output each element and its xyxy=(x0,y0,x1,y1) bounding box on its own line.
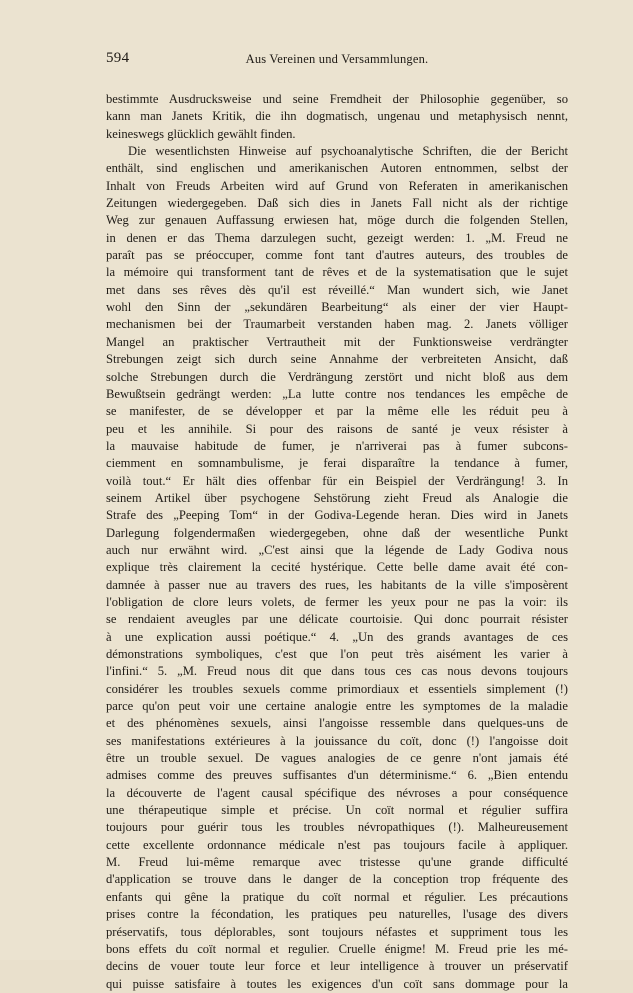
text-line: bons effets du coït normal et regulier. Cruelle énigme! M. Freud prie les mé- xyxy=(106,941,568,956)
text-line: à une explication aussi poétique.“ 4. „Un des grands avantages de ces xyxy=(106,629,568,644)
text-line: toujours pour guérir tous les troubles névropathiques (!). Malheureusement xyxy=(106,820,568,835)
text-line: mechanismen bei der Traumarbeit verstanden haben mag. 2. Janets völliger xyxy=(106,317,568,332)
page-header xyxy=(106,50,568,72)
text-line: la découverte de l'agent causal spécifique des névroses a pour conséquence xyxy=(106,785,568,800)
text-line: seinem Artikel über psychogene Sehstörung zieht Freud als Analogie die xyxy=(106,490,568,505)
text-line: Strebungen zeigt sich durch seine Annahme der verbreiteten Ansicht, daß xyxy=(106,352,568,367)
text-line: une thérapeutique simple et précise. Un coït normal et régulier suffira xyxy=(106,803,568,818)
text-line: Darlegung folgendermaßen wiedergegeben, ohne daß der wesentliche Punkt xyxy=(106,525,568,540)
text-line: met dans ses rêves dès qu'il est réveillé.“ Man wundert sich, wie Janet xyxy=(106,282,568,297)
text-line: parce qu'on peut voir une certaine analogie entre les symptomes de la maladie xyxy=(106,699,568,714)
text-line: voilà tout.“ Er hält dies offenbar für ein Beispiel der Verdrängung! 3. In xyxy=(106,473,568,488)
text-line: bestimmte Ausdrucksweise und seine Fremdheit der Philosophie gegenüber, so xyxy=(106,92,568,106)
text-line: Inhalt von Freuds Arbeiten wird auf Grund von Referaten in amerikanischen xyxy=(106,178,568,193)
text-line: se manifester, de se développer et par la même elle les réduit peu à xyxy=(106,404,568,419)
text-line: admises comme des preuves suffisantes d'un déterminisme.“ 6. „Bien entendu xyxy=(106,768,568,783)
text-line: solche Strebungen durch die Verdrängung zerstört und nicht bloß aus dem xyxy=(106,369,568,384)
text-line: Bewußtsein gedrängt werden: „La lutte contre nos tendances les empêche de xyxy=(106,386,568,401)
text-line: préservatifs, tous déplorables, sont toujours néfastes et suppriment tous les xyxy=(106,924,568,939)
text-line: in denen er das Thema darzulegen sucht, gezeigt werden: 1. „M. Freud ne xyxy=(106,230,568,245)
text-line: qui puisse satisfaire à toutes les exigences d'un coït sans dommage pour la xyxy=(106,976,568,991)
text-line: auch nur erwähnt wird. „C'est ainsi que la légende de Lady Godiva nous xyxy=(106,542,568,557)
text-line: considérer les troubles sexuels comme primordiaux et essentiels simplement (!) xyxy=(106,681,568,696)
running-title: Aus Vereinen und Versammlungen. xyxy=(245,52,429,66)
page-number: 594 xyxy=(106,50,130,66)
text-line: enfants qui gêne la pratique du coït normal et régulier. Les précautions xyxy=(106,889,568,904)
text-line: enthält, sind englischen und amerikanischen Autoren entnommen, selbst der xyxy=(106,161,568,176)
text-line: kann man Janets Kritik, die ihn dogmatisch, ungenau und metaphysisch nennt, xyxy=(106,109,568,124)
text-line: decins de vouer toute leur force et leur intelligence à trouver un préservatif xyxy=(106,959,568,974)
text-line: cette excellente ordonnance médicale n'est pas toujours facile à appliquer. xyxy=(106,837,568,852)
text-line: M. Freud lui-même remarque avec tristesse qu'une grande difficulté xyxy=(106,855,568,870)
text-line: l'obligation de clore leurs volets, de fermer les yeux pour ne pas la voir: ils xyxy=(106,594,568,609)
text-line: Weg zur genauen Auffassung erwiesen hat, möge durch die folgenden Stellen, xyxy=(106,213,568,228)
text-line: damnée à passer nue au travers des rues, les habitants de la ville s'imposèrent xyxy=(106,577,568,592)
text-line: la mémoire qui transforment tant de rêves et de la systematisation que le sujet xyxy=(106,265,568,280)
text-line: keineswegs glücklich gewählt finden. xyxy=(106,126,296,141)
text-line: l'infini.“ 5. „M. Freud nous dit que dans tous ces cas nous devons toujours xyxy=(106,664,568,679)
text-line: se rendaient aveugles par une délicate courtoisie. Qui donc pourrait résister xyxy=(106,612,568,627)
text-line: Zeitungen wiedergegeben. Daß sich dies in Janets Fall nicht als der richtige xyxy=(106,196,568,211)
text-line: ses manifestations extérieures à la jouissance du coït, donc (!) l'angoisse doit xyxy=(106,733,568,748)
text-line: démonstrations symboliques, c'est que l'on peut très aisément les varier à xyxy=(106,647,568,661)
text-line: Die wesentlichsten Hinweise auf psychoanalytische Schriften, die der Bericht xyxy=(128,144,568,159)
text-line: peu et les annihile. Si pour des raisons de santé je veux résister à xyxy=(106,421,568,436)
text-line: wohl den Sinn der „sekundären Bearbeitung“ als einer der vier Haupt- xyxy=(106,300,568,315)
text-line: Mangel an praktischer Vertrautheit mit der Funktionsweise verdrängter xyxy=(106,334,568,349)
text-line: la mauvaise habitude de fumer, je n'arriverai pas à fumer subcons- xyxy=(106,438,568,453)
text-line: paraît pas se préoccuper, comme font tant d'autres auteurs, des troubles de xyxy=(106,248,568,263)
body-text xyxy=(106,91,568,993)
text-line: être un trouble sexuel. De vagues analogies de ce genre n'ont jamais été xyxy=(106,751,568,766)
text-line: prises contre la fécondation, les pratiques peu naturelles, l'usage des divers xyxy=(106,907,568,922)
text-line: ciemment en somnambulisme, je ferai disparaître la tendance à fumer, xyxy=(106,456,568,471)
text-line: d'application se trouve dans le danger de la conception trop fréquente des xyxy=(106,872,568,887)
text-line: et des phénomènes sexuels, ainsi l'angoisse ressemble dans quelques-uns de xyxy=(106,716,568,731)
text-line: explique très clairement la cecité hystérique. Cette belle dame avait été con- xyxy=(106,560,568,575)
text-line: Strafe des „Peeping Tom“ in der Godiva-Legende heran. Dies wird in Janets xyxy=(106,508,568,523)
